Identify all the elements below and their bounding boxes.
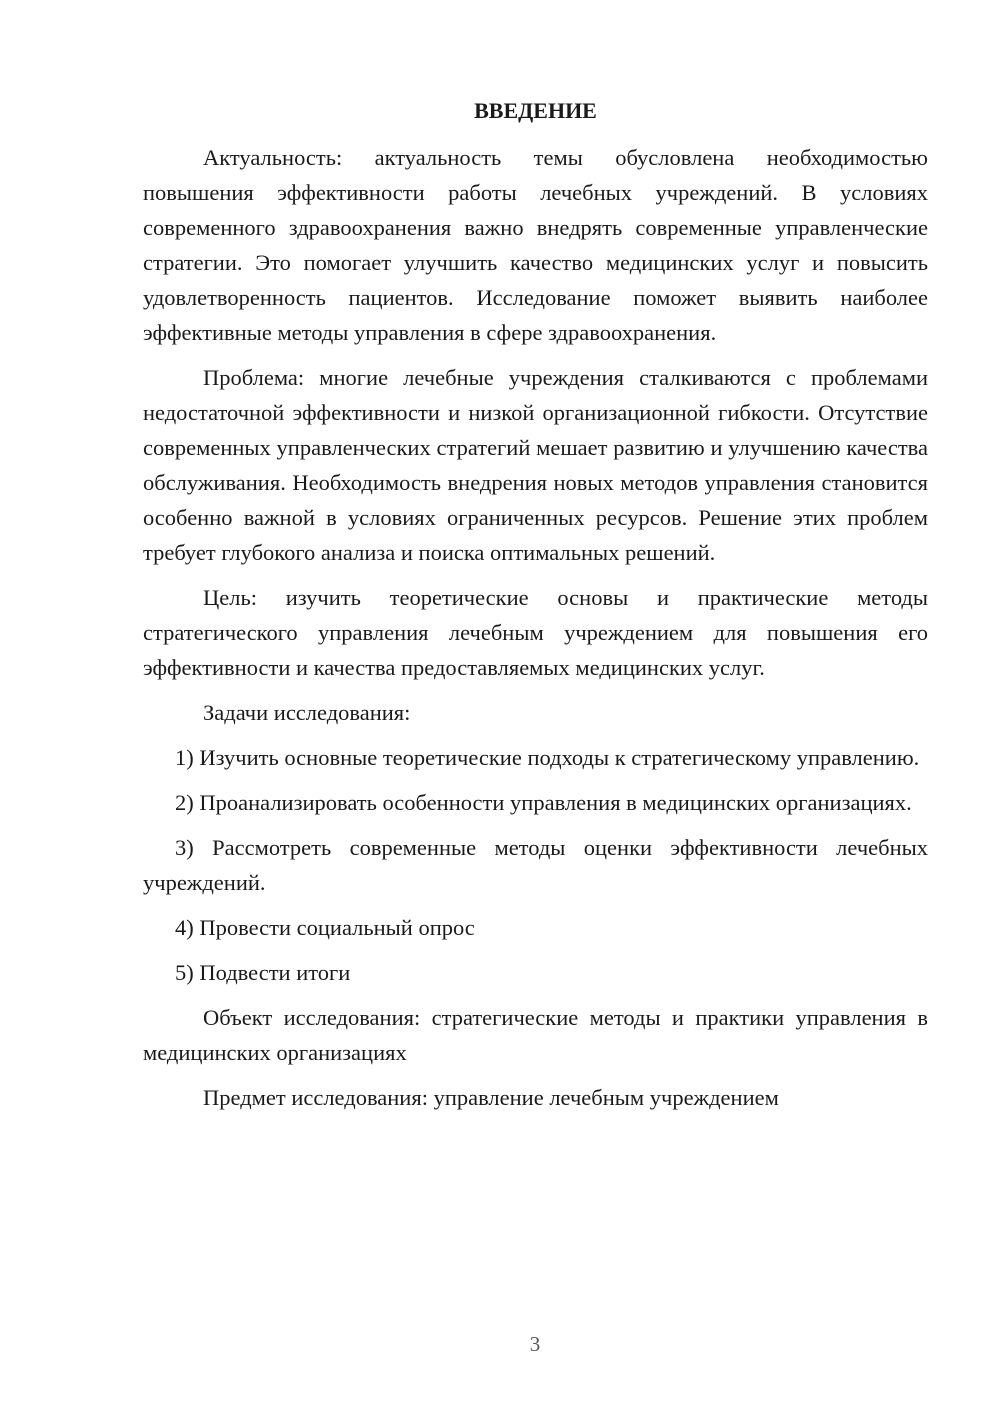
task-item: 1) Изучить основные теоретические подходы к стратегическому управлению. xyxy=(175,745,920,770)
paragraph-relevance: Актуальность: актуальность темы обусловлена необходимостью повышения эффективности работы лечебных учреждений. В условиях современного здравоохранения важно внедрять современные управленческие стратегии. Это помогает улучшить качество медицинских услуг и повысить удовлетворенность пациентов. Исследование поможет выявить наиболее эффективные методы управления в сфере здравоохранения. xyxy=(143,145,928,345)
task-item: 2) Проанализировать особенности управления в медицинских организациях. xyxy=(175,790,912,815)
paragraph-problem: Проблема: многие лечебные учреждения сталкиваются с проблемами недостаточной эффективности и низкой организационной гибкости. Отсутствие современных управленческих стратегий мешает развитию и улучшению качества обслуживания. Необходимость внедрения новых методов управления становится особенно важной в условиях ограниченных ресурсов. Решение этих проблем требует глубокого анализа и поиска оптимальных решений. xyxy=(143,365,928,565)
task-item: 4) Провести социальный опрос xyxy=(175,915,475,940)
task-item: 5) Подвести итоги xyxy=(175,960,351,985)
paragraph-subject: Предмет исследования: управление лечебным учреждением xyxy=(203,1085,779,1110)
paragraph-goal: Цель: изучить теоретические основы и практические методы стратегического управления лечебным учреждением для повышения его эффективности и качества предоставляемых медицинских услуг. xyxy=(143,585,928,680)
task-item: 3) Рассмотреть современные методы оценки эффективности лечебных учреждений. xyxy=(143,835,928,895)
tasks-heading: Задачи исследования: xyxy=(203,700,411,725)
paragraph-object: Объект исследования: стратегические методы и практики управления в медицинских организациях xyxy=(143,1005,928,1065)
page-number: 3 xyxy=(529,1332,541,1356)
section-title: ВВЕДЕНИЕ xyxy=(474,98,597,123)
page-content xyxy=(143,94,928,1125)
